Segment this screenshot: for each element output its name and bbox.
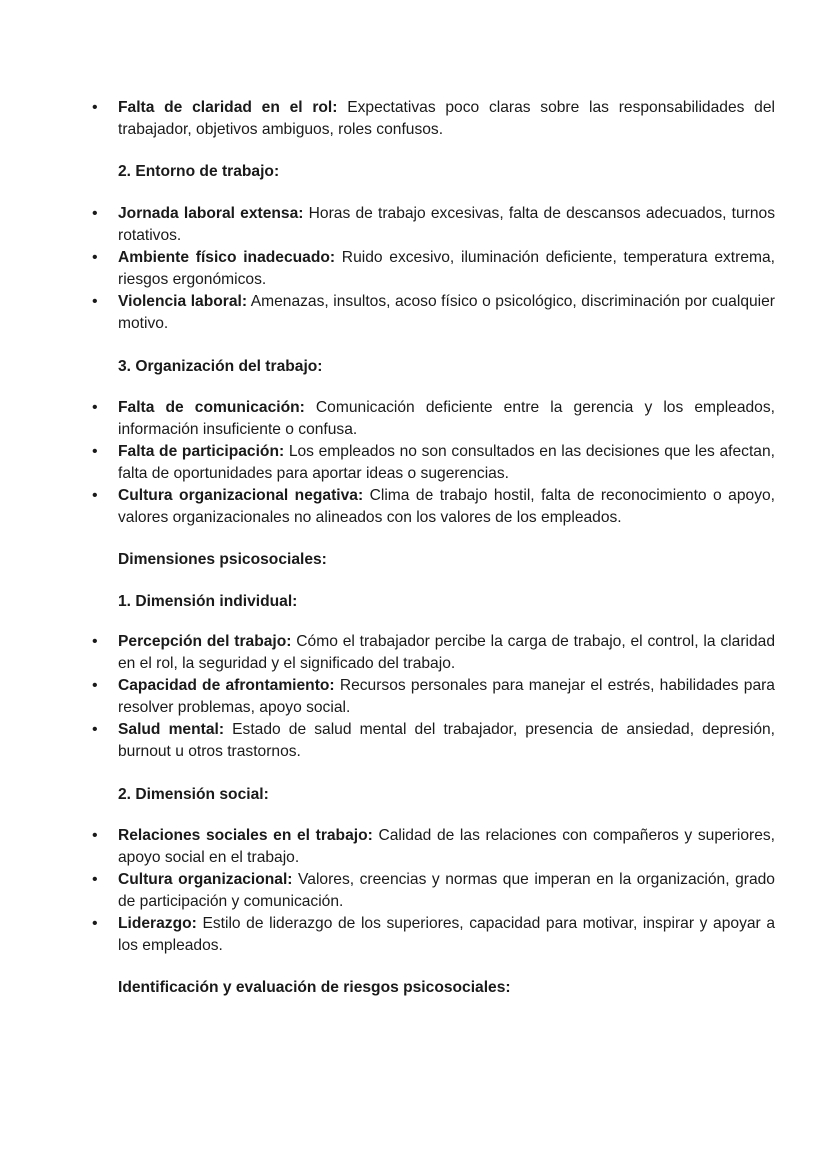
item-text: Cómo el trabajador percibe la carga de trabajo, el control, la claridad en el rol, la seguridad y el significado del trabajo. bbox=[118, 633, 775, 672]
item-text: Estado de salud mental del trabajador, presencia de ansiedad, depresión, burnout u otros trastornos. bbox=[118, 721, 775, 760]
item-label: Falta de participación: bbox=[118, 443, 285, 460]
list-item bbox=[118, 97, 775, 141]
list-item bbox=[118, 203, 775, 247]
item-label: Ambiente físico inadecuado: bbox=[118, 249, 336, 266]
list-item bbox=[118, 397, 775, 441]
item-text: Clima de trabajo hostil, falta de reconocimiento o apoyo, valores organizacionales no alineados con los valores de los empleados. bbox=[118, 487, 775, 526]
item-label: Falta de claridad en el rol: bbox=[118, 99, 338, 116]
section-heading: Identificación y evaluación de riesgos psicosociales: bbox=[118, 979, 511, 996]
item-label: Jornada laboral extensa: bbox=[118, 205, 304, 222]
item-label: Falta de comunicación: bbox=[118, 399, 305, 416]
list-item bbox=[118, 825, 775, 869]
section-heading: Dimensiones psicosociales: bbox=[118, 551, 327, 568]
section-heading: 1. Dimensión individual: bbox=[118, 593, 298, 610]
list-item bbox=[118, 441, 775, 485]
item-label: Violencia laboral: bbox=[118, 293, 248, 310]
item-label: Liderazgo: bbox=[118, 915, 197, 932]
list-item bbox=[118, 485, 775, 529]
section-heading: 2. Entorno de trabajo: bbox=[118, 163, 280, 180]
section-heading: 3. Organización del trabajo: bbox=[118, 358, 323, 375]
list-item bbox=[118, 913, 775, 957]
list-item bbox=[118, 247, 775, 291]
item-text: Ruido excesivo, iluminación deficiente, temperatura extrema, riesgos ergonómicos. bbox=[118, 249, 775, 288]
item-label: Capacidad de afrontamiento: bbox=[118, 677, 335, 694]
section-heading: 2. Dimensión social: bbox=[118, 786, 269, 803]
item-text: Horas de trabajo excesivas, falta de descansos adecuados, turnos rotativos. bbox=[118, 205, 775, 244]
item-text: Valores, creencias y normas que imperan en la organización, grado de participación y comunicación. bbox=[118, 871, 775, 910]
item-label: Relaciones sociales en el trabajo: bbox=[118, 827, 373, 844]
list-item bbox=[118, 719, 775, 763]
list-item bbox=[118, 291, 775, 335]
item-text: Recursos personales para manejar el estrés, habilidades para resolver problemas, apoyo social. bbox=[118, 677, 775, 716]
item-label: Cultura organizacional negativa: bbox=[118, 487, 364, 504]
list-item bbox=[118, 675, 775, 719]
item-text: Los empleados no son consultados en las decisiones que les afectan, falta de oportunidades para aportar ideas o sugerencias. bbox=[118, 443, 775, 482]
item-text: Comunicación deficiente entre la gerencia y los empleados, información insuficiente o confusa. bbox=[118, 399, 775, 438]
item-label: Salud mental: bbox=[118, 721, 225, 738]
list-item bbox=[118, 869, 775, 913]
item-text: Expectativas poco claras sobre las responsabilidades del trabajador, objetivos ambiguos, roles confusos. bbox=[118, 99, 775, 138]
item-text: Amenazas, insultos, acoso físico o psicológico, discriminación por cualquier motivo. bbox=[118, 293, 775, 332]
item-label: Cultura organizacional: bbox=[118, 871, 293, 888]
list-item bbox=[118, 631, 775, 675]
item-text: Estilo de liderazgo de los superiores, capacidad para motivar, inspirar y apoyar a los empleados. bbox=[118, 915, 775, 954]
item-text: Calidad de las relaciones con compañeros y superiores, apoyo social en el trabajo. bbox=[118, 827, 775, 866]
item-label: Percepción del trabajo: bbox=[118, 633, 292, 650]
